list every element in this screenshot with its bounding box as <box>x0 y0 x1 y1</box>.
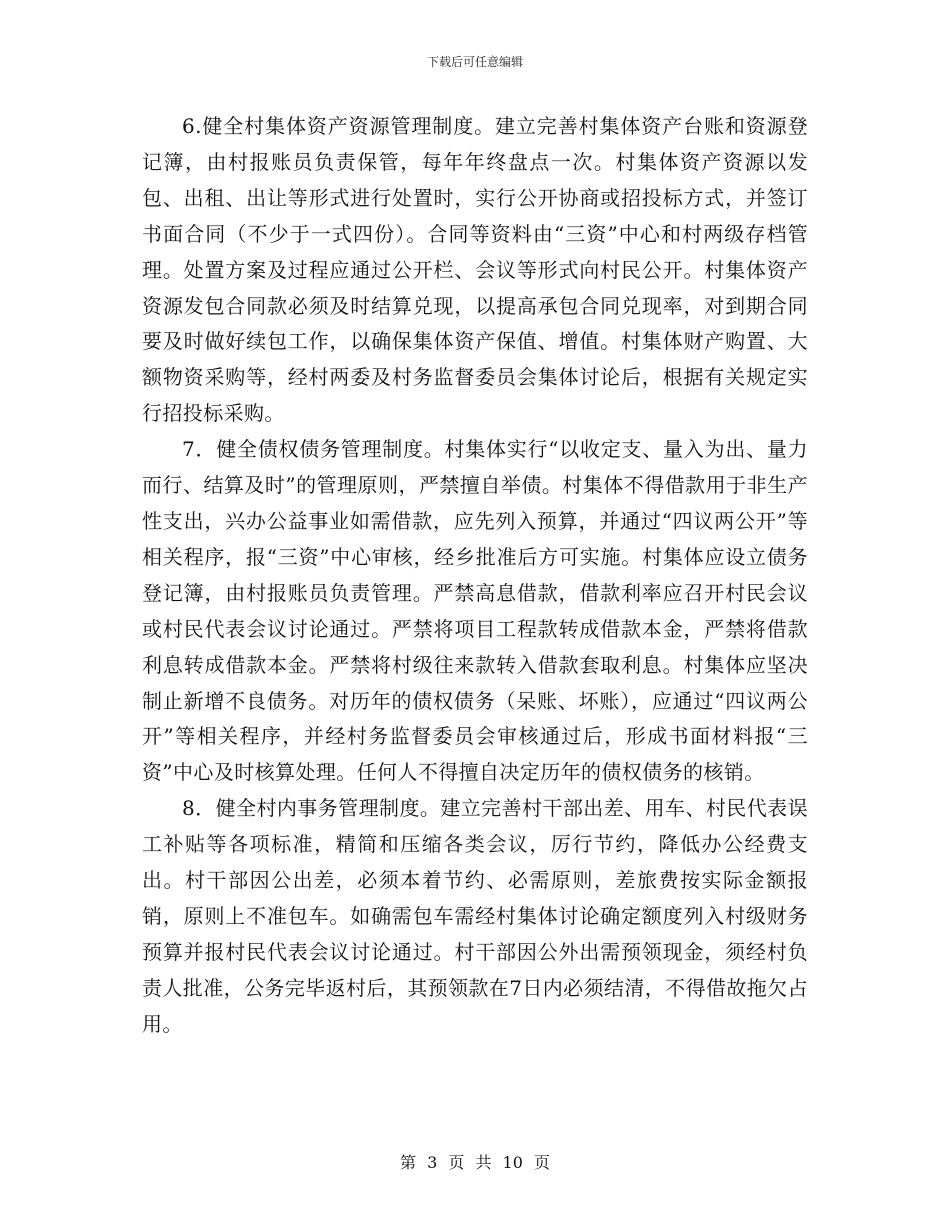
paragraph-asset-resource-management: 6.健全村集体资产资源管理制度。建立完善村集体资产台账和资源登记簿，由村报账员负责保管，每年年终盘点一次。村集体资产资源以发包、出租、出让等形式进行处置时，实行公开协商或招投标方式，并签订书面合同（不少于一式四份）。合同等资料由“三资”中心和村两级存档管理。处置方案及过程应通过公开栏、会议等形式向村民公开。村集体资产资源发包合同款必须及时结算兑现，以提高承包合同兑现率，对到期合同要及时做好续包工作，以确保集体资产保值、增值。村集体财产购置、大额物资采购等，经村两委及村务监督委员会集体讨论后，根据有关规定实行招投标采购。 <box>142 114 808 426</box>
paragraph-debt-management: 7．健全债权债务管理制度。村集体实行“以收定支、量入为出、量力而行、结算及时”的管理原则，严禁擅自举债。村集体不得借款用于非生产性支出，兴办公益事业如需借款，应先列入预算，并通过“四议两公开”等相关程序，报“三资”中心审核，经乡批准后方可实施。村集体应设立债务登记簿，由村报账员负责管理。严禁高息借款，借款利率应召开村民会议或村民代表会议讨论通过。严禁将项目工程款转成借款本金，严禁将借款利息转成借款本金。严禁将村级往来款转入借款套取利息。村集体应坚决制止新增不良债务。对历年的债权债务（呆账、坏账），应通过“四议两公开”等相关程序，并经村务监督委员会审核通过后，形成书面材料报“三资”中心及时核算处理。任何人不得擅自决定历年的债权债务的核销。 <box>142 437 808 785</box>
page-header-note: 下载后可任意编辑 <box>426 55 523 69</box>
paragraph-village-affairs-management: 8．健全村内事务管理制度。建立完善村干部出差、用车、村民代表误工补贴等各项标准，精简和压缩各类会议，厉行节约，降低办公经费支出。村干部因公出差，必须本着节约、必需原则，差旅费按实际金额报销，原则上不准包车。如确需包车需经村集体讨论确定额度列入村级财务预算并报村民代表会议讨论通过。村干部因公外出需预领现金，须经村负责人批准，公务完毕返村后，其预领款在7日内必须结清，不得借故拖欠占用。 <box>142 796 808 1036</box>
page-number-footer: 第 3 页 共 10 页 <box>400 1153 550 1172</box>
document-body <box>142 109 808 1043</box>
